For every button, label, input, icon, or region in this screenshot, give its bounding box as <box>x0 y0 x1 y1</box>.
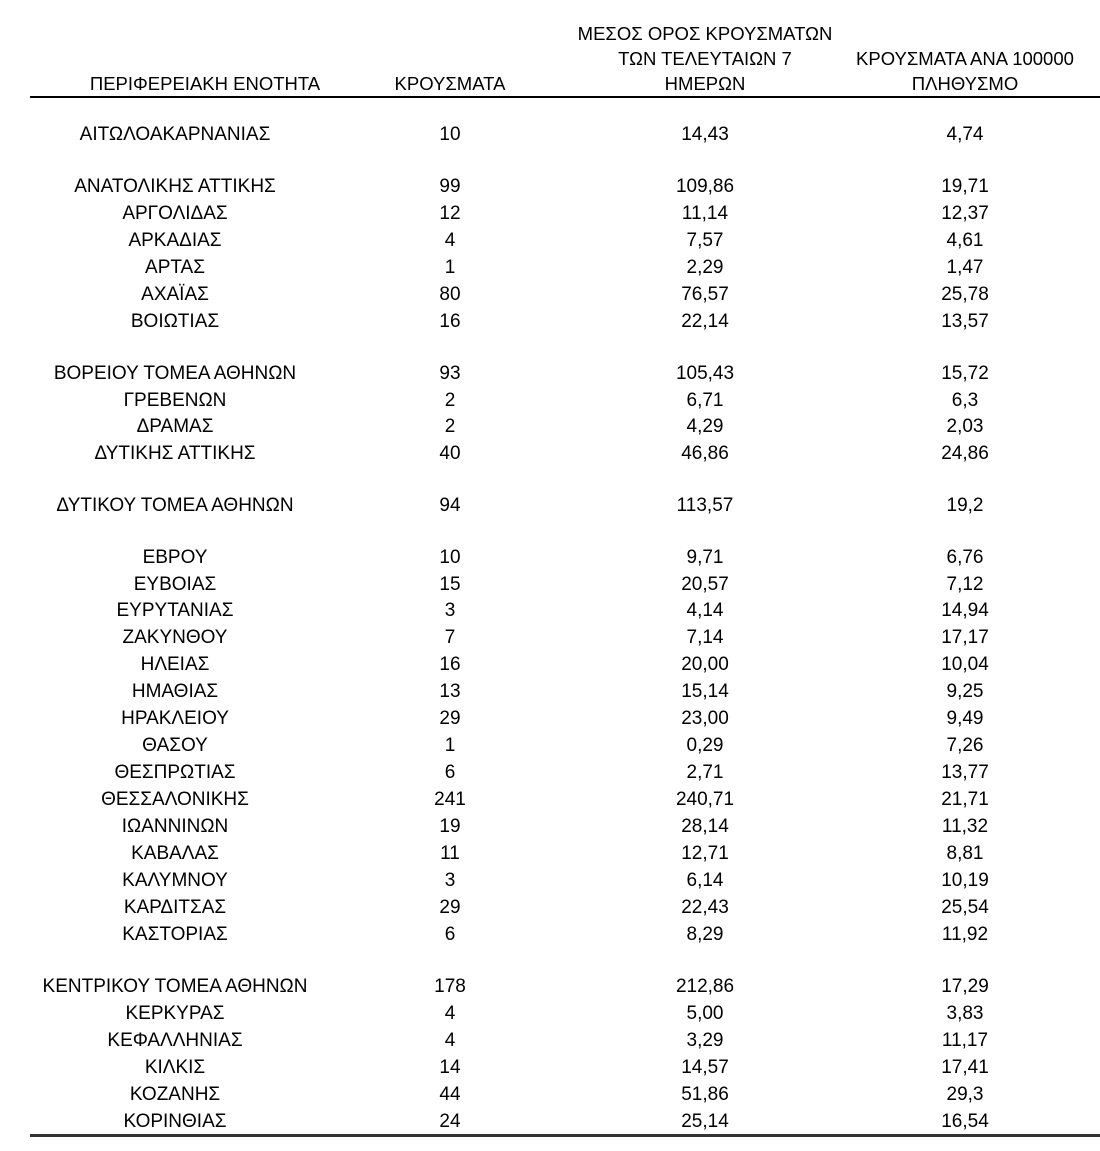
per100k-cell: 11,17 <box>941 1030 989 1051</box>
table-row <box>0 174 1100 200</box>
avg7-cell: 212,86 <box>675 976 735 997</box>
per100k-cell: 6,76 <box>946 547 984 568</box>
avg7-cell: 6,71 <box>686 390 724 411</box>
cases-cell: 44 <box>439 1084 461 1105</box>
avg7-cell: 4,29 <box>686 416 724 437</box>
per100k-cell: 19,2 <box>946 495 984 516</box>
table-row <box>0 1001 1100 1027</box>
region-cell: ΔΥΤΙΚΟΥ ΤΟΜΕΑ ΑΘΗΝΩΝ <box>56 495 294 516</box>
region-cell: ΑΡΤΑΣ <box>145 257 205 278</box>
per100k-cell: 8,81 <box>946 843 984 864</box>
header-cases: ΚΡΟΥΣΜΑΤΑ <box>394 73 506 94</box>
table-row <box>0 841 1100 867</box>
avg7-cell: 4,14 <box>686 600 724 621</box>
cases-cell: 19 <box>439 816 461 837</box>
cases-cell: 178 <box>434 976 466 997</box>
region-cell: ΙΩΑΝΝΙΝΩΝ <box>121 816 229 837</box>
cases-cell: 2 <box>444 416 456 437</box>
table-row <box>0 201 1100 227</box>
cases-cell: 99 <box>439 176 461 197</box>
per100k-cell: 29,3 <box>946 1084 984 1105</box>
table-row <box>0 414 1100 440</box>
region-cell: ΗΛΕΙΑΣ <box>140 654 210 675</box>
per100k-cell: 25,78 <box>941 284 989 305</box>
region-cell: ΑΡΚΑΔΙΑΣ <box>128 230 222 251</box>
per100k-cell: 10,04 <box>941 654 989 675</box>
table-row <box>0 760 1100 786</box>
avg7-cell: 105,43 <box>675 363 735 384</box>
per100k-cell: 11,32 <box>941 816 989 837</box>
per100k-cell: 9,25 <box>946 681 984 702</box>
region-cell: ΕΥΒΟΙΑΣ <box>133 574 217 595</box>
avg7-cell: 23,00 <box>681 708 729 729</box>
avg7-cell: 5,00 <box>686 1003 724 1024</box>
per100k-cell: 4,61 <box>946 230 984 251</box>
avg7-cell: 14,43 <box>681 124 729 145</box>
region-cell: ΔΡΑΜΑΣ <box>136 416 214 437</box>
per100k-cell: 14,94 <box>941 600 989 621</box>
per100k-cell: 17,29 <box>941 976 989 997</box>
per100k-cell: 24,86 <box>941 443 989 464</box>
table-row <box>0 652 1100 678</box>
cases-cell: 80 <box>439 284 461 305</box>
avg7-cell: 28,14 <box>681 816 729 837</box>
avg7-cell: 76,57 <box>681 284 729 305</box>
cases-cell: 7 <box>444 627 456 648</box>
region-cell: ΚΕΝΤΡΙΚΟΥ ΤΟΜΕΑ ΑΘΗΝΩΝ <box>42 976 308 997</box>
region-cell: ΚΟΖΑΝΗΣ <box>129 1084 221 1105</box>
table-row <box>0 282 1100 308</box>
table-row <box>0 309 1100 335</box>
avg7-cell: 9,71 <box>686 547 724 568</box>
per100k-cell: 9,49 <box>946 708 984 729</box>
table-row <box>0 974 1100 1000</box>
cases-cell: 4 <box>444 1003 456 1024</box>
table-row <box>0 814 1100 840</box>
cases-cell: 16 <box>439 311 461 332</box>
table-row <box>0 922 1100 948</box>
header-region: ΠΕΡΙΦΕΡΕΙΑΚΗ ΕΝΟΤΗΤΑ <box>89 73 321 94</box>
table-row <box>0 441 1100 467</box>
region-cell: ΚΑΣΤΟΡΙΑΣ <box>122 924 228 945</box>
cases-cell: 16 <box>439 654 461 675</box>
region-cell: ΚΙΛΚΙΣ <box>144 1057 206 1078</box>
table-row <box>0 1028 1100 1054</box>
region-cell: ΑΧΑΪΑΣ <box>141 284 209 305</box>
header-divider <box>30 96 1100 98</box>
per100k-cell: 12,37 <box>941 203 989 224</box>
table-row <box>0 361 1100 387</box>
per100k-cell: 7,12 <box>946 574 984 595</box>
region-cell: ΗΜΑΘΙΑΣ <box>131 681 219 702</box>
cases-cell: 10 <box>439 547 461 568</box>
avg7-cell: 15,14 <box>681 681 729 702</box>
avg7-cell: 14,57 <box>681 1057 729 1078</box>
cases-cell: 12 <box>439 203 461 224</box>
per100k-cell: 17,41 <box>941 1057 989 1078</box>
region-cell: ΚΟΡΙΝΘΙΑΣ <box>123 1111 227 1132</box>
avg7-cell: 2,71 <box>686 762 724 783</box>
avg7-cell: 51,86 <box>681 1084 729 1105</box>
cases-cell: 15 <box>439 574 461 595</box>
cases-cell: 1 <box>444 735 456 756</box>
avg7-cell: 0,29 <box>686 735 724 756</box>
avg7-cell: 6,14 <box>686 870 724 891</box>
avg7-cell: 22,43 <box>681 897 729 918</box>
cases-cell: 94 <box>439 495 461 516</box>
per100k-cell: 16,54 <box>941 1111 989 1132</box>
per100k-cell: 6,3 <box>951 390 979 411</box>
avg7-cell: 240,71 <box>675 789 735 810</box>
avg7-cell: 25,14 <box>681 1111 729 1132</box>
per100k-cell: 15,72 <box>941 363 989 384</box>
avg7-cell: 7,14 <box>686 627 724 648</box>
region-cell: ΖΑΚΥΝΘΟΥ <box>122 627 228 648</box>
cases-cell: 13 <box>439 681 461 702</box>
cases-cell: 1 <box>444 257 456 278</box>
region-cell: ΚΕΡΚΥΡΑΣ <box>125 1003 225 1024</box>
avg7-cell: 2,29 <box>686 257 724 278</box>
table-row <box>0 493 1100 519</box>
per100k-cell: 10,19 <box>941 870 989 891</box>
region-cell: ΓΡΕΒΕΝΩΝ <box>123 390 227 411</box>
avg7-cell: 3,29 <box>686 1030 724 1051</box>
table-row <box>0 895 1100 921</box>
table-row <box>0 733 1100 759</box>
per100k-cell: 13,57 <box>941 311 989 332</box>
region-cell: ΚΑΒΑΛΑΣ <box>131 843 219 864</box>
avg7-cell: 22,14 <box>681 311 729 332</box>
region-cell: ΕΒΡΟΥ <box>142 547 208 568</box>
per100k-cell: 13,77 <box>941 762 989 783</box>
table-row <box>0 228 1100 254</box>
avg7-cell: 11,14 <box>681 203 729 224</box>
avg7-cell: 20,00 <box>681 654 729 675</box>
table-row <box>0 255 1100 281</box>
table-row <box>0 679 1100 705</box>
table-bottom-border <box>30 1134 1100 1137</box>
region-cell: ΘΕΣΠΡΩΤΙΑΣ <box>114 762 236 783</box>
table-row <box>0 625 1100 651</box>
region-cell: ΒΟΡΕΙΟΥ ΤΟΜΕΑ ΑΘΗΝΩΝ <box>53 363 297 384</box>
per100k-cell: 3,83 <box>946 1003 984 1024</box>
cases-cell: 241 <box>434 789 466 810</box>
cases-cell: 4 <box>444 1030 456 1051</box>
avg7-cell: 46,86 <box>681 443 729 464</box>
table-row <box>0 388 1100 414</box>
cases-cell: 40 <box>439 443 461 464</box>
table-row <box>0 1082 1100 1108</box>
avg7-cell: 8,29 <box>686 924 724 945</box>
region-cell: ΒΟΙΩΤΙΑΣ <box>130 311 220 332</box>
region-cell: ΘΕΣΣΑΛΟΝΙΚΗΣ <box>101 789 249 810</box>
table-row <box>0 1055 1100 1081</box>
region-cell: ΚΑΡΔΙΤΣΑΣ <box>123 897 227 918</box>
cases-cell: 93 <box>439 363 461 384</box>
per100k-cell: 2,03 <box>946 416 984 437</box>
region-cell: ΑΝΑΤΟΛΙΚΗΣ ΑΤΤΙΚΗΣ <box>74 176 276 197</box>
avg7-cell: 109,86 <box>675 176 735 197</box>
table-row <box>0 572 1100 598</box>
table-header <box>30 18 1100 96</box>
region-cell: ΑΡΓΟΛΙΔΑΣ <box>122 203 228 224</box>
region-cell: ΚΑΛΥΜΝΟΥ <box>122 870 228 891</box>
avg7-cell: 113,57 <box>676 495 734 516</box>
cases-cell: 3 <box>444 870 456 891</box>
cases-cell: 29 <box>439 897 461 918</box>
region-cell: ΔΥΤΙΚΗΣ ΑΤΤΙΚΗΣ <box>94 443 256 464</box>
cases-cell: 14 <box>439 1057 461 1078</box>
cases-cell: 10 <box>439 124 461 145</box>
per100k-cell: 21,71 <box>941 789 989 810</box>
region-cell: ΑΙΤΩΛΟΑΚΑΡΝΑΝΙΑΣ <box>79 124 271 145</box>
table-row <box>0 1109 1100 1135</box>
cases-cell: 24 <box>439 1111 461 1132</box>
cases-cell: 6 <box>444 924 456 945</box>
per100k-cell: 19,71 <box>941 176 989 197</box>
per100k-cell: 4,74 <box>946 124 984 145</box>
per100k-cell: 1,47 <box>946 257 984 278</box>
per100k-cell: 7,26 <box>946 735 984 756</box>
table-row <box>0 868 1100 894</box>
cases-cell: 2 <box>444 390 456 411</box>
region-cell: ΘΑΣΟΥ <box>142 735 208 756</box>
table-row <box>0 545 1100 571</box>
avg7-cell: 12,71 <box>681 843 729 864</box>
table-row <box>0 706 1100 732</box>
avg7-cell: 20,57 <box>681 574 729 595</box>
cases-cell: 11 <box>440 843 460 864</box>
table-row <box>0 787 1100 813</box>
table-row <box>0 598 1100 624</box>
region-cell: ΕΥΡΥΤΑΝΙΑΣ <box>116 600 234 621</box>
per100k-cell: 17,17 <box>941 627 989 648</box>
cases-cell: 3 <box>444 600 456 621</box>
cases-cell: 29 <box>439 708 461 729</box>
per100k-cell: 11,92 <box>941 924 989 945</box>
header-7day-average: ΜΕΣΟΣ ΟΡΟΣ ΚΡΟΥΣΜΑΤΩΝ ΤΩΝ ΤΕΛΕΥΤΑΙΩΝ 7 ΗΜΕΡΩΝ <box>577 23 833 94</box>
region-cell: ΗΡΑΚΛΕΙΟΥ <box>121 708 229 729</box>
region-cell: ΚΕΦΑΛΛΗΝΙΑΣ <box>107 1030 243 1051</box>
per100k-cell: 25,54 <box>941 897 989 918</box>
table-row <box>0 122 1100 148</box>
cases-cell: 6 <box>444 762 456 783</box>
header-cases-per-100k: ΚΡΟΥΣΜΑΤΑ ΑΝΑ 100000 ΠΛΗΘΥΣΜΟ <box>856 48 1074 94</box>
avg7-cell: 7,57 <box>686 230 724 251</box>
cases-cell: 4 <box>444 230 456 251</box>
